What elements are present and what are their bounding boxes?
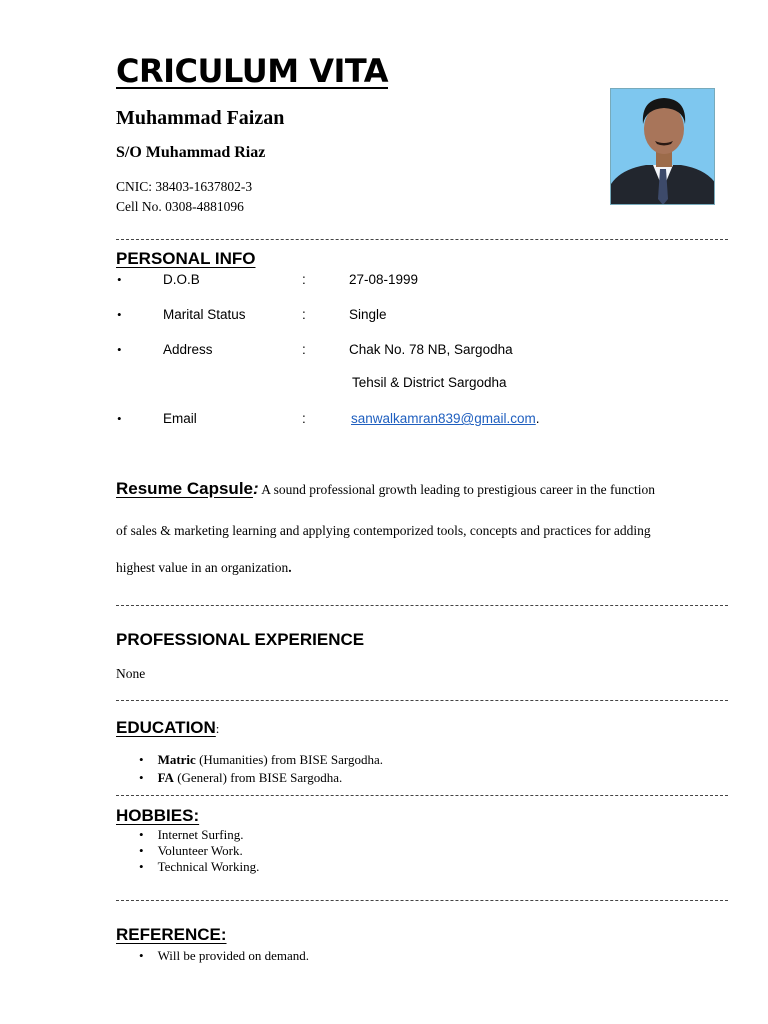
- education-item: [139, 752, 383, 768]
- capsule-colon: :: [253, 479, 259, 498]
- bullet: •: [117, 411, 122, 426]
- email-label: Email: [163, 411, 197, 426]
- divider: [116, 605, 728, 606]
- hobby-text: Technical Working.: [157, 859, 260, 874]
- hobby-text: Volunteer Work.: [157, 843, 243, 858]
- bullet: •: [139, 948, 144, 963]
- address-colon: :: [302, 342, 306, 357]
- education-colon: :: [215, 721, 220, 736]
- address-label: Address: [163, 342, 213, 357]
- capsule-line3: [116, 558, 292, 578]
- email-value: [351, 411, 540, 426]
- dob-value: 27-08-1999: [349, 272, 419, 287]
- capsule-line1: [116, 479, 655, 500]
- divider: [116, 900, 728, 901]
- education-heading: EDUCATION: [116, 718, 216, 737]
- capsule-text-line3: highest value in an organization: [116, 560, 289, 575]
- divider: [116, 700, 728, 701]
- education-item: [139, 770, 342, 786]
- email-link[interactable]: sanwalkamran839@gmail.com: [351, 411, 536, 426]
- hobby-item: [139, 859, 259, 875]
- education-item-detail: (Humanities) from BISE Sargodha.: [195, 752, 383, 767]
- hobby-item: [139, 827, 243, 843]
- reference-heading: REFERENCE:: [116, 925, 227, 944]
- capsule-end: .: [288, 560, 292, 575]
- profile-photo: [610, 88, 715, 205]
- divider: [116, 239, 728, 240]
- dob-colon: :: [302, 272, 306, 287]
- bullet: •: [139, 859, 144, 874]
- candidate-name: Muhammad Faizan: [116, 107, 285, 129]
- bullet: •: [139, 827, 144, 842]
- document-title: CRICULUM VITA: [116, 52, 388, 90]
- cell-number: Cell No. 0308-4881096: [116, 199, 244, 214]
- education-item-title: Matric: [157, 752, 196, 767]
- bullet: •: [117, 307, 122, 322]
- father-name: S/O Muhammad Riaz: [116, 144, 266, 161]
- marital-status-value: Single: [349, 307, 387, 322]
- experience-text: None: [116, 666, 146, 681]
- address-value-line2: Tehsil & District Sargodha: [352, 375, 507, 390]
- education-item-detail: (General) from BISE Sargodha.: [173, 770, 343, 785]
- divider: [116, 795, 728, 796]
- education-heading-row: [116, 718, 219, 738]
- email-period: .: [535, 411, 540, 426]
- experience-heading: PROFESSIONAL EXPERIENCE: [116, 630, 365, 649]
- reference-item: [139, 948, 309, 964]
- capsule-heading: Resume Capsule: [116, 479, 253, 498]
- dob-label: D.O.B: [163, 272, 200, 287]
- hobby-text: Internet Surfing.: [157, 827, 244, 842]
- bullet: •: [139, 843, 144, 858]
- bullet: •: [117, 272, 122, 287]
- address-value-line1: Chak No. 78 NB, Sargodha: [349, 342, 513, 357]
- email-colon: :: [302, 411, 306, 426]
- hobbies-heading: HOBBIES:: [116, 806, 200, 825]
- bullet: •: [139, 752, 144, 767]
- marital-status-label: Marital Status: [163, 307, 246, 322]
- reference-text: Will be provided on demand.: [157, 948, 310, 963]
- capsule-text-line1: A sound professional growth leading to prestigious career in the function: [258, 482, 655, 497]
- bullet: •: [117, 342, 122, 357]
- marital-status-colon: :: [302, 307, 306, 322]
- personal-info-heading: PERSONAL INFO: [116, 249, 256, 268]
- education-item-title: FA: [157, 770, 174, 785]
- cnic-number: CNIC: 38403-1637802-3: [116, 179, 253, 194]
- capsule-text-line2: of sales & marketing learning and applying contemporized tools, concepts and practices for adding: [116, 523, 651, 538]
- hobby-item: [139, 843, 243, 859]
- bullet: •: [139, 770, 144, 785]
- person-photo-icon: [611, 89, 715, 205]
